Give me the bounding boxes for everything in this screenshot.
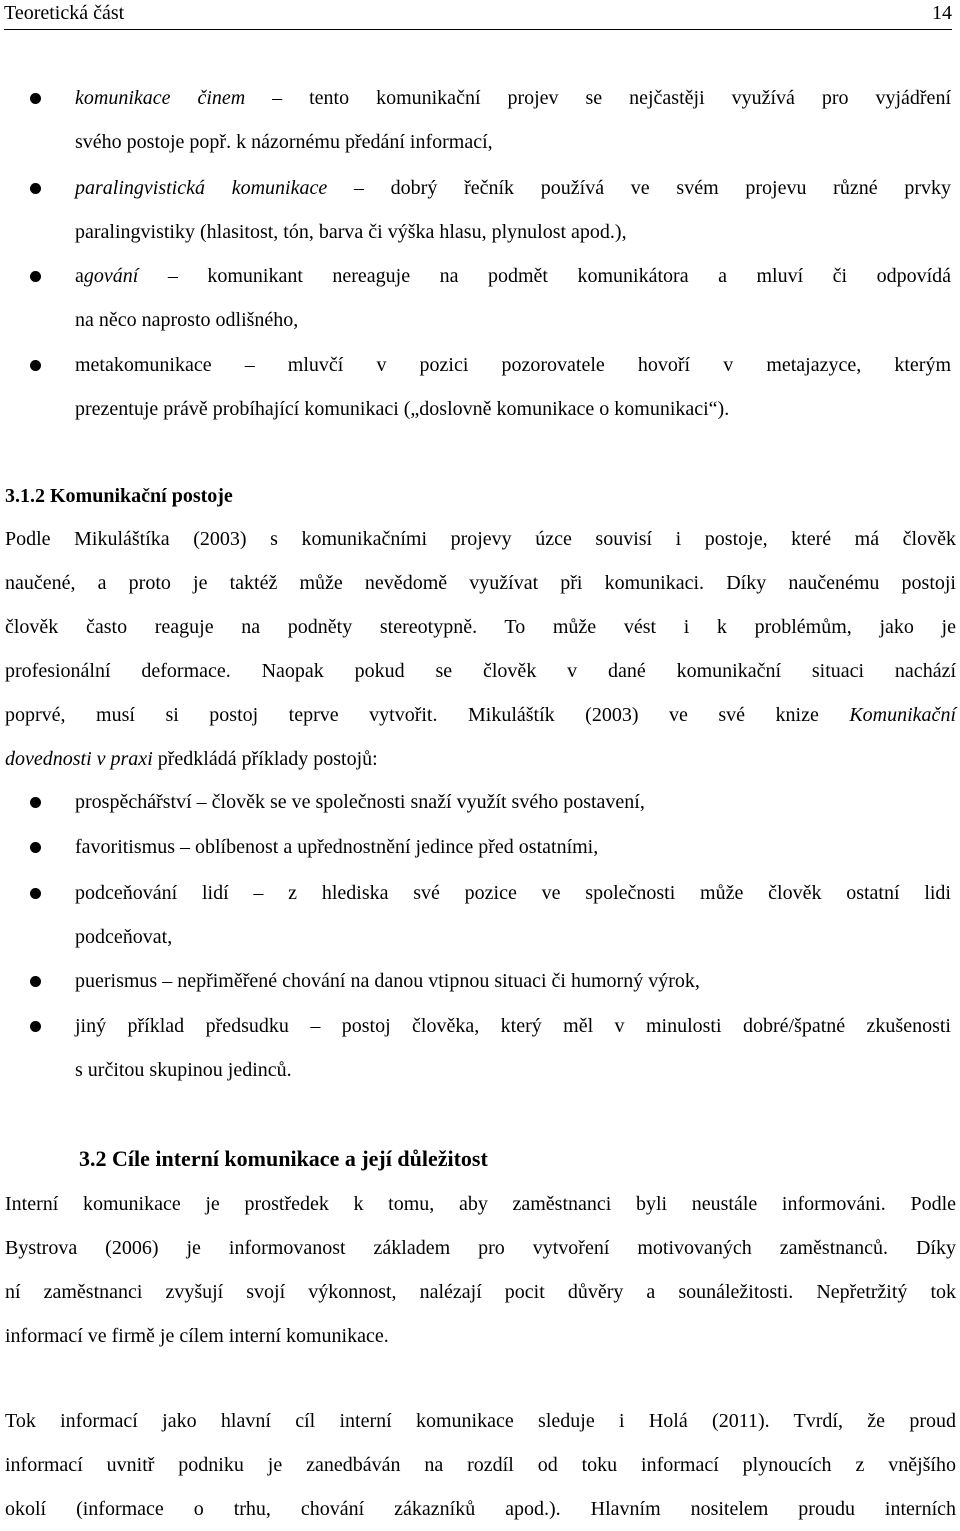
text-line xyxy=(5,649,956,693)
text-run: okolí (informace o trhu, chování zákazníků apod.). Hlavním nositelem proudu interních xyxy=(5,1498,956,1520)
text-run: prezentuje právě probíhající komunikaci („doslovně komunikace o komunikaci“). xyxy=(75,398,730,420)
text-line xyxy=(75,825,951,869)
text-line xyxy=(75,166,951,210)
italic-text: komunikace činem xyxy=(75,87,246,109)
text-run: jiný příklad předsudku – postoj člověka, který měl v minulosti dobré/špatné zkušenosti xyxy=(75,1015,951,1037)
list-item-text xyxy=(75,254,951,342)
paragraph xyxy=(5,1182,956,1358)
list-item-text xyxy=(75,825,951,869)
text-line xyxy=(5,693,956,737)
text-run: Podle Mikuláštíka (2003) s komunikačními projevy úzce souvisí i postoje, které má člověk xyxy=(5,528,956,550)
text-run: – dobrý řečník používá ve svém projevu různé prvky xyxy=(327,177,951,199)
text-run: předkládá příklady postojů: xyxy=(152,748,378,770)
text-line xyxy=(5,737,956,781)
bullet-icon xyxy=(30,93,41,104)
text-run: naučené, a proto je taktéž může nevědomě využívat při komunikaci. Díky naučenému postoji xyxy=(5,572,956,594)
text-run: informací ve firmě je cílem interní komunikace. xyxy=(5,1325,389,1347)
text-line xyxy=(75,210,951,254)
text-line xyxy=(75,76,951,120)
text-run: – tento komunikační projev se nejčastěji využívá pro vyjádření xyxy=(245,87,951,109)
text-line xyxy=(75,959,951,1003)
list-item-text xyxy=(75,780,951,824)
list-item-text xyxy=(75,166,951,254)
page-number: 14 xyxy=(932,2,952,24)
text-run: na něco naprosto odlišného, xyxy=(75,309,299,331)
section-title: Teoretická část xyxy=(4,2,125,24)
bullet-icon xyxy=(30,797,41,808)
text-line xyxy=(75,387,951,431)
text-run: Tok informací jako hlavní cíl interní komunikace sleduje i Holá (2011). Tvrdí, že proud xyxy=(5,1410,956,1432)
text-line xyxy=(5,1314,956,1358)
list-item-text xyxy=(75,959,951,1003)
header-rule xyxy=(4,29,952,30)
bullet-icon xyxy=(30,271,41,282)
text-line xyxy=(75,1004,951,1048)
italic-text: paralingvistická komunikace xyxy=(75,177,328,199)
bullet-icon xyxy=(30,183,41,194)
text-run: metakomunikace – mluvčí v pozici pozorovatele hovoří v metajazyce, kterým xyxy=(75,354,951,376)
text-line xyxy=(75,1048,951,1092)
text-line xyxy=(75,254,951,298)
text-run: s určitou skupinou jedinců. xyxy=(75,1059,292,1081)
text-line xyxy=(75,780,951,824)
text-run: profesionální deformace. Naopak pokud se člověk v dané komunikační situaci nachází xyxy=(5,660,956,682)
text-run: Interní komunikace je prostředek k tomu, aby zaměstnanci byli neustále informováni. Podle xyxy=(5,1193,956,1215)
text-run: puerismus – nepřiměřené chování na danou vtipnou situaci či humorný výrok, xyxy=(75,970,700,992)
italic-text: Komunikační xyxy=(849,704,956,726)
text-line xyxy=(75,298,951,342)
text-run: svého postoje popř. k názornému předání informací, xyxy=(75,131,493,153)
text-run: informací uvnitř podniku je zanedbáván na rozdíl od toku informací plynoucích z vnějšího xyxy=(5,1454,956,1476)
text-run: favoritismus – oblíbenost a upřednostnění jedince před ostatními, xyxy=(75,836,599,858)
text-line xyxy=(5,561,956,605)
bullet-icon xyxy=(30,1021,41,1032)
text-run: podceňování lidí – z hlediska své pozice ve společnosti může člověk ostatní lidi xyxy=(75,882,951,904)
text-run: člověk často reaguje na podněty stereotypně. To může vést i k problémům, jako je xyxy=(5,616,956,638)
text-run: a xyxy=(75,265,84,287)
text-line xyxy=(75,343,951,387)
text-run: poprvé, musí si postoj teprve vytvořit. Mikuláštík (2003) ve své knize xyxy=(5,704,850,726)
text-line xyxy=(75,915,951,959)
paragraph xyxy=(5,1399,956,1531)
text-run: – komunikant nereaguje na podmět komunikátora a mluví či odpovídá xyxy=(138,265,951,287)
text-line xyxy=(5,1182,956,1226)
section-heading: 3.2 Cíle interní komunikace a její důležitost xyxy=(79,1146,488,1171)
text-run: Bystrova (2006) je informovanost základem pro vytvoření motivovaných zaměstnanců. Díky xyxy=(5,1237,956,1259)
text-line xyxy=(75,120,951,164)
text-line xyxy=(5,605,956,649)
text-line xyxy=(5,1399,956,1443)
text-run: ní zaměstnanci zvyšují svojí výkonnost, nalézají pocit důvěry a sounáležitosti. Nepřetržitý tok xyxy=(5,1281,956,1303)
text-run: podceňovat, xyxy=(75,926,173,948)
paragraph xyxy=(5,517,956,781)
text-line xyxy=(5,1270,956,1314)
bullet-icon xyxy=(30,888,41,899)
list-item-text xyxy=(75,343,951,431)
bullet-icon xyxy=(30,360,41,371)
page-header xyxy=(4,0,952,32)
bullet-icon xyxy=(30,842,41,853)
section-heading: 3.1.2 Komunikační postoje xyxy=(5,485,233,507)
text-line xyxy=(5,517,956,561)
text-run: paralingvistiky (hlasitost, tón, barva či výška hlasu, plynulost apod.), xyxy=(75,221,627,243)
list-item-text xyxy=(75,76,951,164)
italic-text: gování xyxy=(83,265,139,287)
italic-text: dovednosti v praxi xyxy=(5,748,153,770)
text-line xyxy=(5,1226,956,1270)
list-item-text xyxy=(75,1004,951,1092)
list-item-text xyxy=(75,871,951,959)
bullet-icon xyxy=(30,976,41,987)
text-line xyxy=(5,1443,956,1487)
text-line xyxy=(75,871,951,915)
text-line xyxy=(5,1487,956,1531)
text-run: prospěchářství – člověk se ve společnosti snaží využít svého postavení, xyxy=(75,791,645,813)
